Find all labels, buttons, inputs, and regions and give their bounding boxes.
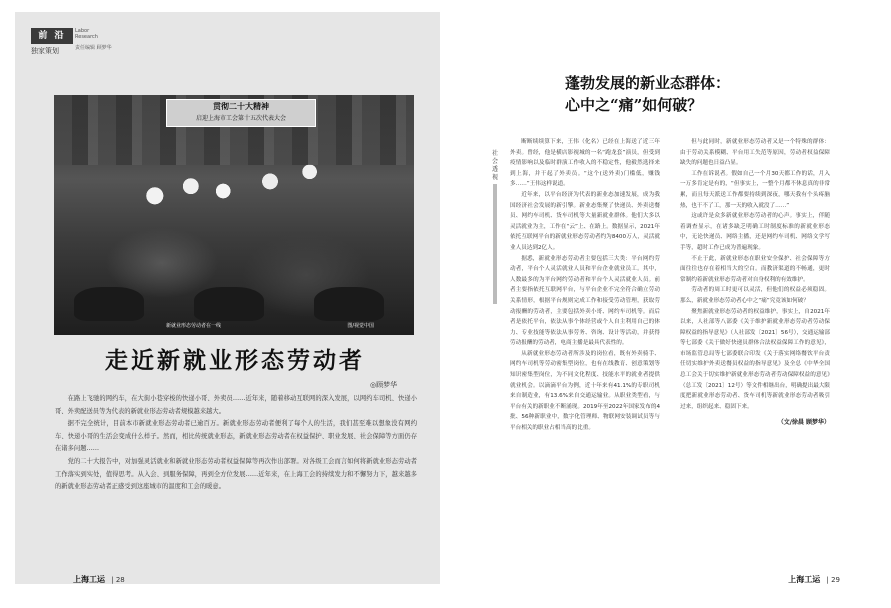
body-paragraph: 近年来，以平台经济为代表的新业态加速发展，成为我国经济社会发展的新引擎。新业态集聚了快递员、外卖送餐员、网约车司机、货车司机等大量新就业群体。他们大多以灵活就业为主，工作在“云”上、在路上。数据显示，2021年依托互联网平台的新就业形态劳动者约为8400万人，灵活就业人员达到2亿人。: [510, 191, 660, 251]
scooter-shape: [314, 287, 384, 321]
intro-paragraph: 党的二十大报告中，对加强灵活就业和新就业形态劳动者权益保障等再次作出部署。对各级工会而言如何将新就业形态劳动者工作落实到实处，值得思考。从入会、到服务保障，再到全方位发展……近年来，在上海工会的持续发力和不懈努力下，越来越多的新就业形态劳动者正感受到这座城市的温度和工会的暖意。: [55, 457, 417, 491]
page-footer: [73, 574, 125, 585]
body-paragraph: 这或许是众多新就业形态劳动者的心声。事实上，伴随着调查显示，在诸多缺乏明确工时制度标准的新就业形态中，无论快递员、网络主播，还是网约车司机、网络文学写手等，超时工作已成为普遍现象。: [680, 213, 830, 251]
body-paragraph: 据悉，新就业形态劳动者主要包括三大类：平台网约劳动者，平台个人灵活就业人员和平台企业就业员工。其中，人数最多的为平台网约劳动者和平台个人灵活就业人员。前者主要指依托互联网平台，与平台企业不完全符合确立劳动关系情形，根据平台规则完成工作和接受劳动管理，获取劳动报酬的劳动者，主要包括外卖小哥、网约车司机等。而后者是依托平台，依法从事个体经营或个人自主利用自己的体力、专业技能等依法从事劳务、咨询、设计等活动，并获得劳动报酬的劳动者，电商主播是最具代表性的。: [510, 255, 660, 347]
article-headline: 走近新就业形态劳动者: [105, 347, 365, 374]
left-page: [15, 12, 440, 584]
page-footer: [788, 574, 840, 585]
column-label: 社会透视: [491, 150, 498, 181]
section-tag: 前 沿: [31, 28, 73, 44]
right-page: [455, 12, 880, 584]
body-paragraph: 劳动者的周工时更可以灵活，但他们的权益必须稳固。那么，新就业形态劳动者心中之“痛”究竟该如何破？: [680, 287, 830, 304]
photo-badge: [166, 99, 316, 127]
article-intro: [55, 393, 417, 494]
title-line-2: 心中之“痛”如何破？: [565, 96, 703, 114]
body-paragraph: 但与此同时，新就业形态劳动者又是一个特殊的群体：由于劳动关系模糊、平台用工失范等原因，劳动者权益保障缺失的问题也日益凸显。: [680, 139, 830, 167]
intro-paragraph: 据不完全统计，目前本市新就业形态劳动者已逾百万。新就业形态劳动者便利了每个人的生活，我们甚至难以想象没有网约车、快递小哥的生活会变成什么样子。然而，相比传统就业形态，新就业形态劳动者在权益保护、职业发展、社会保障等方面仍存在诸多问题……: [55, 420, 417, 453]
body-paragraph: 不止于此，新就业形态在职业安全保护、社会保障等方面往往也存在着相当大的空白。而教济渠道的不畅通，更时常制约着新就业形态劳动者对自身权利的有效维护。: [680, 255, 830, 283]
body-paragraph: 从新就业形态劳动者所涉及的岗位看，既有外卖骑手、网约车司机等劳动密集型岗位，也有在线教育、创意策划等知识密集型岗位，为不同文化程度、技能水平的就业者提供就业机会。以滴滴平台为例，近十年来有41.1%的专职司机来自制造业，有13.6%来自交通运输业。从职业类型看，与平台有关的新职业不断涌现。2019年至2022年国家发布的4批、56种新职业中，数字化管理师、物联网安装调试员等与平台相关的职业占相当高的比重。: [510, 350, 660, 432]
scooter-shape: [74, 287, 144, 321]
scooter-shape: [194, 287, 264, 321]
photo-caption: 新就业形态劳动者在一线: [166, 323, 222, 329]
text-column-2: [680, 137, 830, 429]
title-line-1: 蓬勃发展的新业态群体：: [565, 74, 731, 92]
magazine-logo: 上海工运: [73, 575, 105, 584]
section-english: Labor Research: [75, 28, 98, 40]
section-editor: 责任编辑 顾梦华: [75, 45, 112, 51]
badge-subtitle: 启迎上海市工会第十五次代表大会: [195, 115, 286, 122]
section-subtitle: 独家策划: [31, 47, 59, 55]
page-number: | 29: [826, 576, 840, 584]
badge-title: 贯彻二十大精神: [213, 102, 269, 111]
photo-credit: 图/视觉中国: [347, 323, 374, 329]
body-paragraph: 断断续续算下来，王伟（化名）已经在上海送了近三年外卖。曾经，他是横店影视城的一名“跑龙套”演员，但受到疫情影响以及临时群演工作收入的不稳定性，他毅然选择来到上海，并干起了外卖员。“这个(送外卖)门槛低，赚钱多……”王伟这样说道。: [510, 139, 660, 188]
body-paragraph: 工作在诉说者。假如自己一个月30天都工作的话，月入一万多肯定是有的，“但事实上，一整个月都不休息真的非常累，而且每天派送工作都要持续到深夜，哪天我有个头疼脑热，也干不了工，那一天的收入就没了……”: [680, 170, 830, 209]
byline: ◎顾梦华: [370, 381, 398, 389]
feature-photo: [54, 95, 414, 335]
article-title: [565, 72, 815, 116]
magazine-logo: 上海工运: [788, 575, 821, 584]
intro-paragraph: 在路上飞驰的网约车，在大街小巷穿梭的快递小哥、外卖员……近年来，随着移动互联网的深入发展，以网约车司机、快递小哥、外卖配送员等为代表的新就业形态劳动者规模越来越大。: [55, 395, 417, 415]
article-author: （文/徐晨 顾梦华）: [777, 419, 830, 427]
body-paragraph: 聚焦新就业形态劳动者的权益维护，事实上，自2021年以来，人社部等八部委《关于维护新就业形态劳动者劳动保障权益的指导意见》（人社部发〔2021〕56号），交通运输部等七部委《关于做好快递员群体合法权益保障工作的意见》，市场监管总局等七部委联合印发《关于落实网络餐饮平台责任切实维护外卖送餐员权益的指导意见》及全总《中华全国总工会关于切实维护新就业形态劳动者劳动保障权益的意见》（总工发〔2021〕12号）等文件相继出台，明确提出最大限度把新就业形态劳动者、货车司机等新就业形态劳动者吸引过来，组织起来、稳固下来。: [680, 308, 831, 410]
text-column-1: [510, 137, 660, 434]
page-number: | 28: [111, 576, 125, 584]
column-divider: [493, 184, 497, 304]
